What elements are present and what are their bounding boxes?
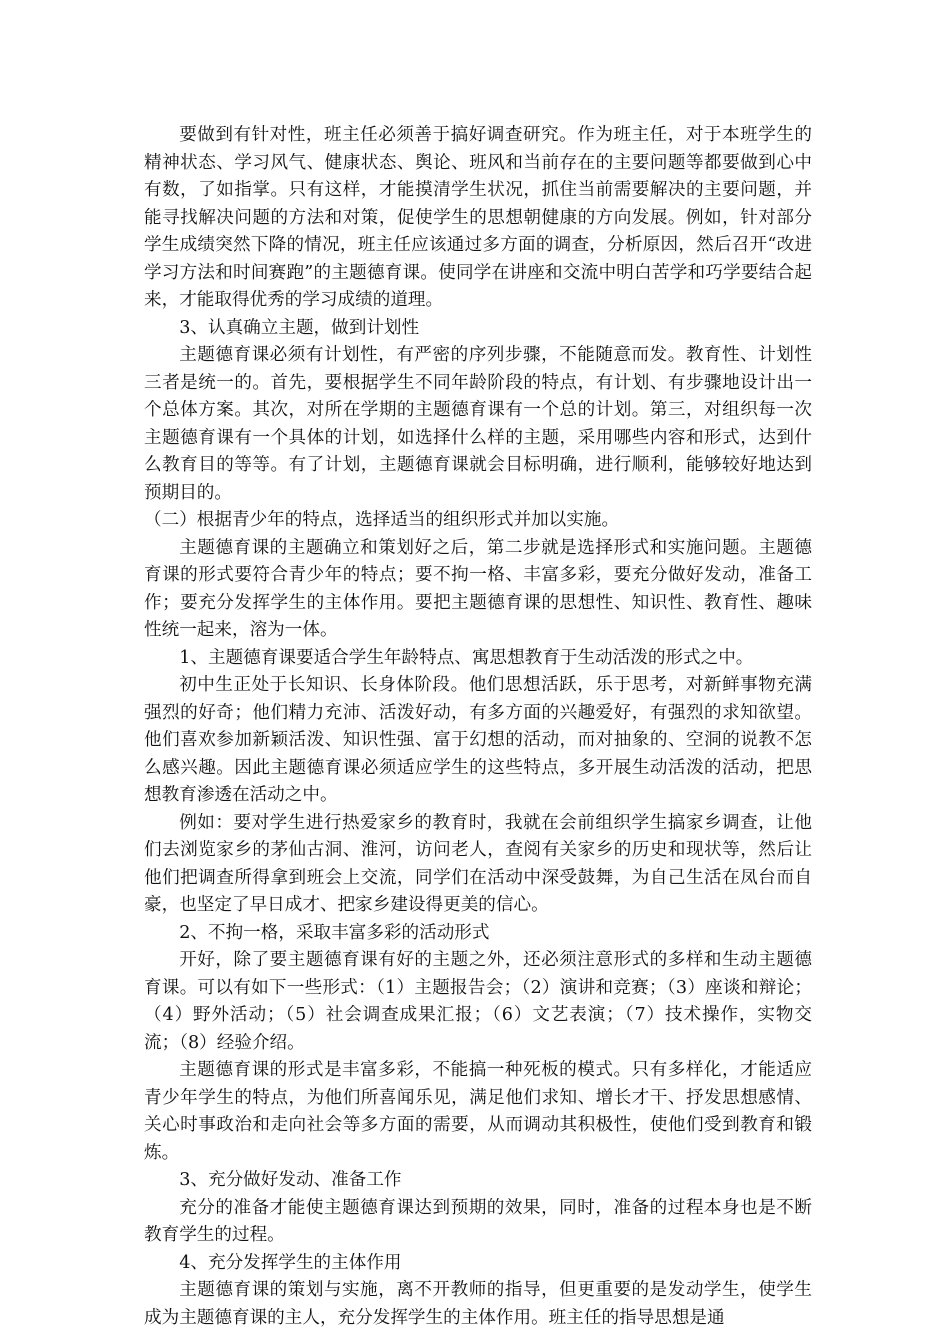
section-heading-subject: 4、充分发挥学生的主体作用 [179,1252,402,1273]
section-heading-variety: 2、不拘一格，采取丰富多彩的活动形式 [179,922,490,943]
paragraph-investigation: 要做到有针对性，班主任必须善于搞好调查研究。作为班主任，对于本班学生的精神状态、学习风气、健康状态、舆论、班风和当前存在的主要问题等都要做到心中有数，了如指掌。只有这样，才能摸清学生状况，抓住当前需要解决的主要问题，并能寻找解决问题的方法和对策，促使学生的思想朝健康的方向发展。例如，针对部分学生成绩突然下降的情况，班主任应该通过多方面的调查，分析原因，然后召开“改进学习方法和时间赛跑”的主题德育课。使同学在讲座和交流中明白苦学和巧学要结合起来，才能取得优秀的学习成绩的道理。 [144,125,812,310]
section-heading-plan: 3、认真确立主题，做到计划性 [179,317,420,338]
paragraph-age: 初中生正处于长知识、长身体阶段。他们思想活跃，乐于思考，对新鲜事物充满强烈的好奇；他们精力充沛、活泼好动，有多方面的兴趣爱好，有强烈的求知欲望。他们喜欢参加新颖活泼、知识性强、富于幻想的活动，而对抽象的、空洞的说教不怎么感兴趣。因此主题德育课必须适应学生的这些特点，多开展生动活泼的活动，把思想教育渗透在活动之中。 [144,675,812,805]
paragraph-subject: 主题德育课的策划与实施，离不开教师的指导，但更重要的是发动学生，使学生成为主题德育课的主人，充分发挥学生的主体作用。班主任的指导思想是通 [144,1280,812,1328]
paragraph-plan: 主题德育课必须有计划性，有严密的序列步骤，不能随意而发。教育性、计划性三者是统一的。首先，要根据学生不同年龄阶段的特点，有计划、有步骤地设计出一个总体方案。其次，对所在学期的主题德育课有一个总的计划。第三，对组织每一次主题德育课有一个具体的计划，如选择什么样的主题，采用哪些内容和形式，达到什么教育目的等等。有了计划，主题德育课就会目标明确，进行顺利，能够较好地达到预期目的。 [144,345,812,503]
section-heading-age: 1、主题德育课要适合学生年龄特点、寓思想教育于生动活泼的形式之中。 [179,647,754,668]
chapter-heading-form: （二）根据青少年的特点，选择适当的组织形式并加以实施。 [144,510,620,530]
document-page [144,122,812,1332]
paragraph-preparation: 充分的准备才能使主题德育课达到预期的效果，同时，准备的过程本身也是不断教育学生的过程。 [144,1197,812,1245]
paragraph-forms-list: 开好，除了要主题德育课有好的主题之外，还必须注意形式的多样和生动主题德育课。可以有如下一些形式：（1）主题报告会；（2）演讲和竞赛；（3）座谈和辩论；（4）野外活动；（5）社会调查成果汇报；（6）文艺表演；（7）技术操作，实物交流；（8）经验介绍。 [144,950,812,1053]
paragraph-example: 例如：要对学生进行热爱家乡的教育时，我就在会前组织学生搞家乡调查，让他们去浏览家乡的茅仙古洞、淮河，访问老人，查阅有关家乡的历史和现状等，然后让他们把调查所得拿到班会上交流，同学们在活动中深受鼓舞，为自己生活在凤台而自豪，也坚定了早日成才、把家乡建设得更美的信心。 [144,812,812,915]
section-heading-preparation: 3、充分做好发动、准备工作 [179,1170,402,1190]
paragraph-diversity: 主题德育课的形式是丰富多彩，不能搞一种死板的模式。只有多样化，才能适应青少年学生的特点，为他们所喜闻乐见，满足他们求知、增长才干、抒发思想感情、关心时事政治和走向社会等多方面的需要，从而调动其积极性，使他们受到教育和锻炼。 [144,1060,812,1163]
paragraph-form-intro: 主题德育课的主题确立和策划好之后，第二步就是选择形式和实施问题。主题德育课的形式要符合青少年的特点；要不拘一格、丰富多彩，要充分做好发动，准备工作；要充分发挥学生的主体作用。要把主题德育课的思想性、知识性、教育性、趣味性统一起来，溶为一体。 [144,537,812,640]
